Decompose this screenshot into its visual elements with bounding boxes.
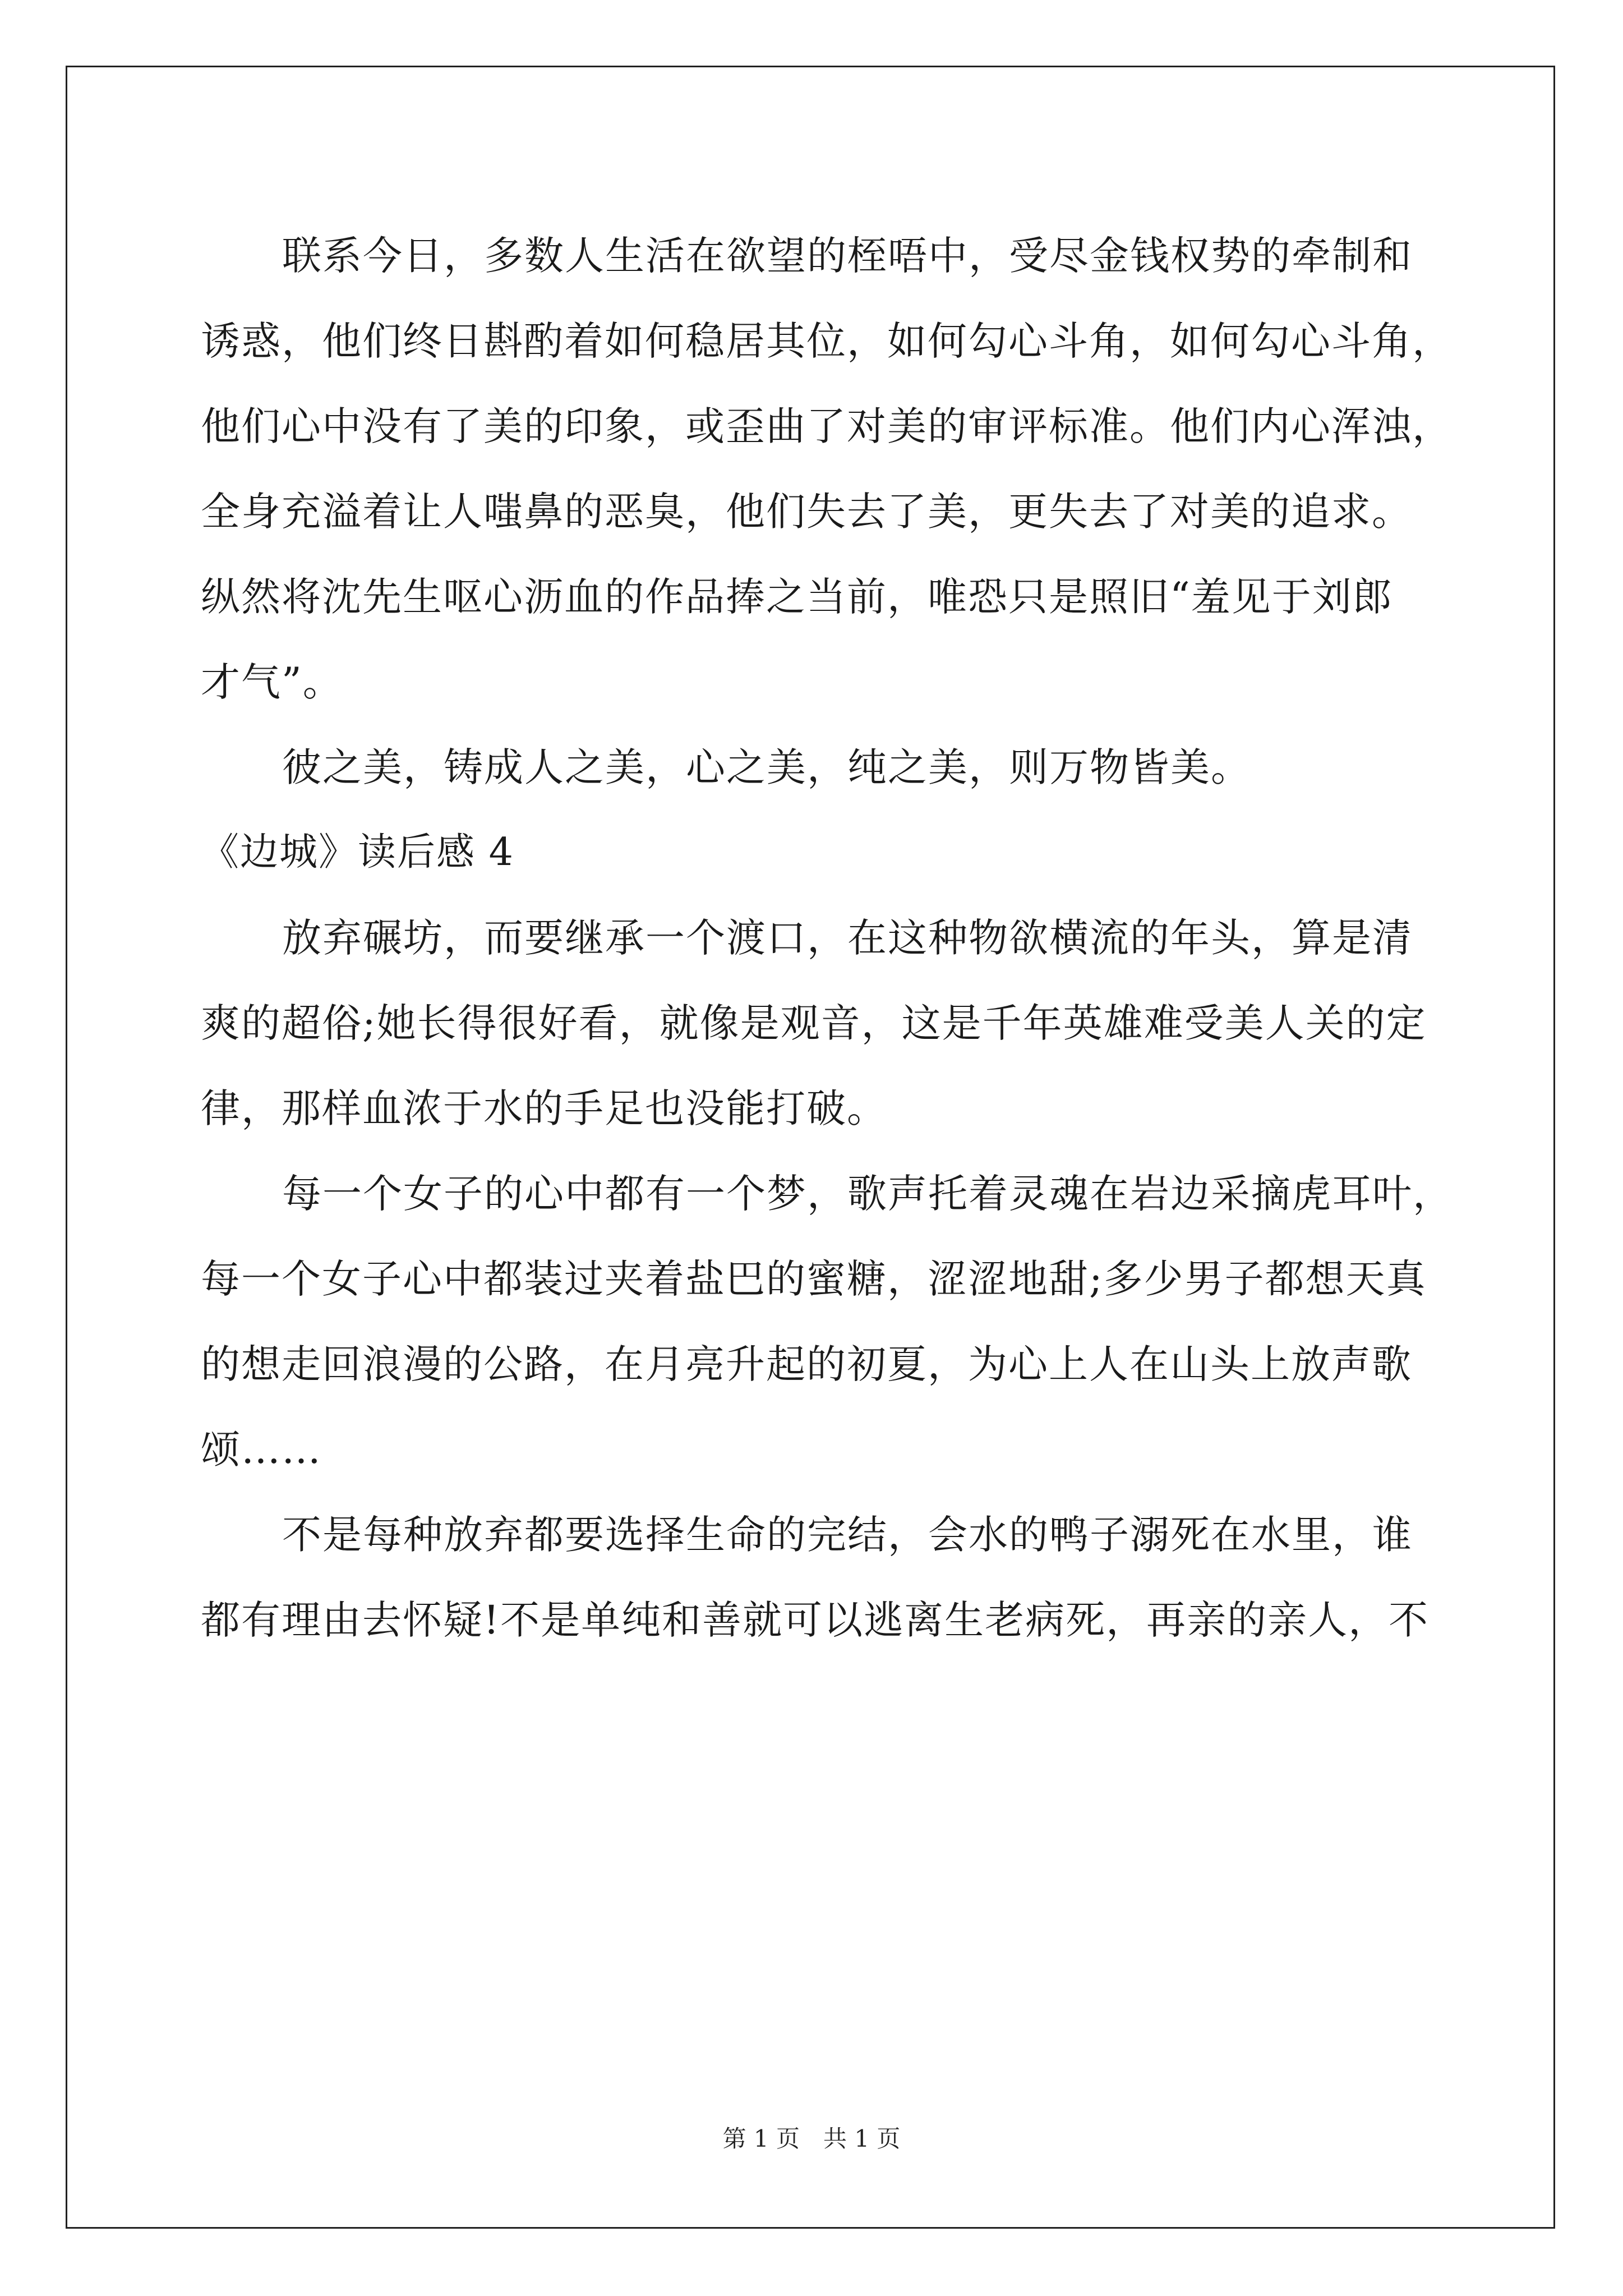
text-line: 颂…… [201,1427,322,1473]
paragraph-2 [201,725,1423,810]
text-line: 不是每种放弃都要选择生命的完结，会水的鸭子溺死在水里，谁 [282,1512,1413,1558]
text-line: 联系今日，多数人生活在欲望的桎唔中，受尽金钱权势的牵制和 [282,233,1413,279]
paragraph-1 [201,213,1453,725]
page-footer [0,2120,1623,2154]
paragraph-3 [201,895,1427,1151]
text-line: 爽的超俗;她长得很好看，就像是观音，这是千年英雄难受美人关的定 [201,1000,1427,1046]
text-line: 律，那样血浓于水的手足也没能打破。 [201,1085,887,1131]
text-line: 每一个女子心中都装过夹着盐巴的蜜糖，涩涩地甜;多少男子都想天真 [201,1256,1427,1302]
text-line: 都有理由去怀疑!不是单纯和善就可以逃离生老病死，再亲的亲人，不 [201,1597,1430,1643]
document-body [201,213,1453,1663]
text-line: 他们心中没有了美的印象，或歪曲了对美的审评标准。他们内心浑浊， [201,403,1453,449]
text-line: 诱惑，他们终日斟酌着如何稳居其位，如何勾心斗角，如何勾心斗角， [201,318,1453,364]
text-line: 的想走回浪漫的公路，在月亮升起的初夏，为心上人在山头上放声歌 [201,1341,1412,1387]
text-line: 每一个女子的心中都有一个梦，歌声托着灵魂在岩边采摘虎耳叶， [282,1171,1453,1217]
text-line: 彼之美，铸成人之美，心之美，纯之美，则万物皆美。 [282,744,1251,790]
text-line: 放弃碾坊，而要继承一个渡口，在这种物欲横流的年头，算是清 [282,915,1413,961]
paragraph-4 [201,1151,1453,1492]
page-number: 第 1 页 [722,2125,800,2152]
page-total: 共 1 页 [823,2125,901,2152]
text-line: 纵然将沈先生呕心沥血的作品捧之当前，唯恐只是照旧“羞见于刘郎 [201,574,1393,620]
section-heading: 《边城》读后感 4 [201,830,514,875]
paragraph-5 [201,1492,1430,1663]
text-line: 才气”。 [201,659,343,705]
text-line: 全身充溢着让人嗤鼻的恶臭，他们失去了美，更失去了对美的追求。 [201,489,1412,535]
